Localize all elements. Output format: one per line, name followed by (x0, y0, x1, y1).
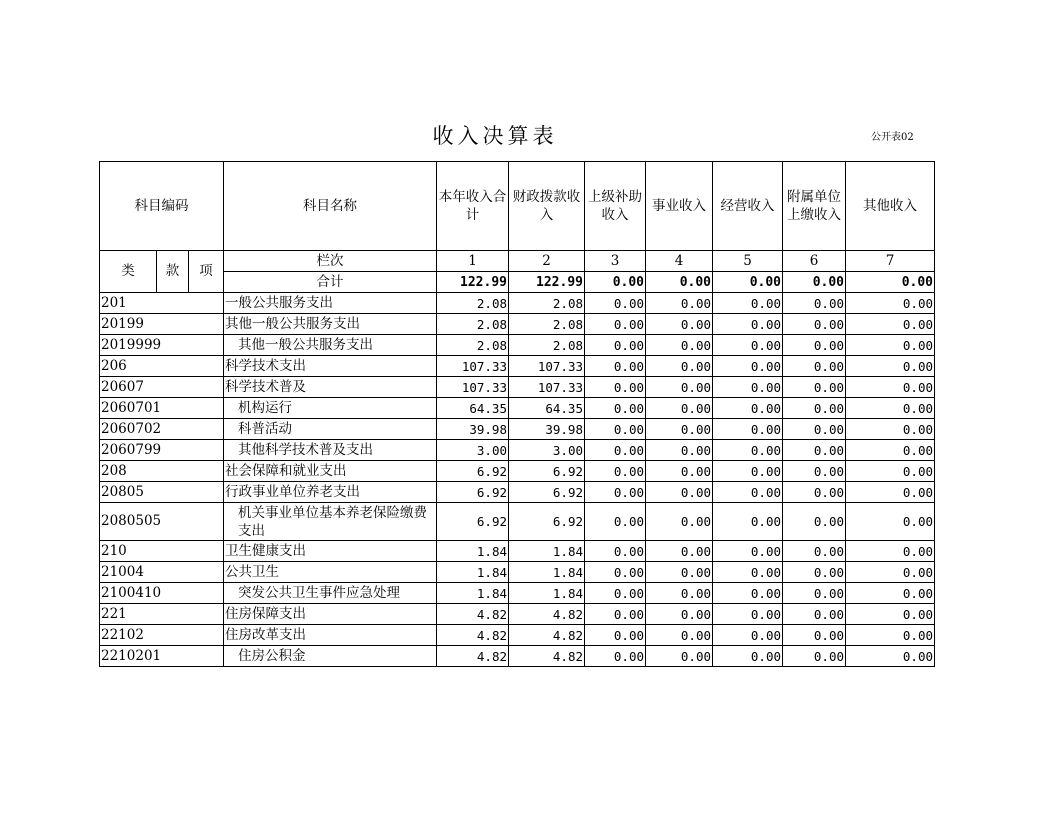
table-row (100, 562, 935, 583)
col-num-1: 1 (437, 251, 509, 272)
amount-cell-col-3: 0.00 (585, 503, 646, 541)
amount-cell-col-5: 0.00 (713, 646, 783, 667)
amount-cell-col-5: 0.00 (713, 625, 783, 646)
amount-cell-col-1: 107.33 (437, 356, 509, 377)
subject-name: 行政事业单位养老支出 (224, 482, 437, 503)
amount-cell-col-7: 0.00 (846, 541, 935, 562)
amount-cell-col-4: 0.00 (646, 398, 713, 419)
col-num-7: 7 (846, 251, 935, 272)
header-name: 科目名称 (224, 162, 437, 251)
header-col-6: 附属单位上缴收入 (783, 162, 846, 251)
amount-cell-col-5: 0.00 (713, 419, 783, 440)
amount-cell-col-4: 0.00 (646, 646, 713, 667)
amount-cell-col-5: 0.00 (713, 377, 783, 398)
amount-cell-col-7: 0.00 (846, 314, 935, 335)
amount-cell-col-7: 0.00 (846, 335, 935, 356)
amount-cell-col-6: 0.00 (783, 293, 846, 314)
subject-name: 住房改革支出 (224, 625, 437, 646)
amount-cell-col-2: 6.92 (509, 482, 585, 503)
table-row (100, 335, 935, 356)
table-tag: 公开表02 (871, 132, 914, 143)
amount-cell-col-1: 1.84 (437, 583, 509, 604)
subject-code: 20607 (100, 377, 224, 398)
amount-cell-col-5: 0.00 (713, 356, 783, 377)
amount-cell-col-1: 6.92 (437, 461, 509, 482)
amount-cell-col-1: 4.82 (437, 625, 509, 646)
col-num-3: 3 (585, 251, 646, 272)
amount-cell-col-5: 0.00 (713, 604, 783, 625)
amount-cell-col-6: 0.00 (783, 314, 846, 335)
table-row (100, 440, 935, 461)
amount-cell-col-1: 6.92 (437, 503, 509, 541)
amount-cell-col-6: 0.00 (783, 646, 846, 667)
total-value-4: 0.00 (646, 272, 713, 293)
col-num-4: 4 (646, 251, 713, 272)
table-row (100, 377, 935, 398)
subject-code: 2060799 (100, 440, 224, 461)
amount-cell-col-5: 0.00 (713, 461, 783, 482)
amount-cell-col-2: 107.33 (509, 377, 585, 398)
amount-cell-col-1: 2.08 (437, 293, 509, 314)
header-col-4: 事业收入 (646, 162, 713, 251)
amount-cell-col-6: 0.00 (783, 583, 846, 604)
amount-cell-col-3: 0.00 (585, 562, 646, 583)
amount-cell-col-1: 107.33 (437, 377, 509, 398)
amount-cell-col-4: 0.00 (646, 482, 713, 503)
amount-cell-col-4: 0.00 (646, 461, 713, 482)
col-num-6: 6 (783, 251, 846, 272)
amount-cell-col-7: 0.00 (846, 440, 935, 461)
amount-cell-col-7: 0.00 (846, 419, 935, 440)
header-col-7: 其他收入 (846, 162, 935, 251)
subject-code: 221 (100, 604, 224, 625)
amount-cell-col-7: 0.00 (846, 583, 935, 604)
amount-cell-col-5: 0.00 (713, 398, 783, 419)
amount-cell-col-3: 0.00 (585, 541, 646, 562)
subject-name: 机构运行 (224, 398, 437, 419)
subject-name: 一般公共服务支出 (224, 293, 437, 314)
amount-cell-col-7: 0.00 (846, 562, 935, 583)
subject-code: 2100410 (100, 583, 224, 604)
amount-cell-col-6: 0.00 (783, 625, 846, 646)
amount-cell-col-3: 0.00 (585, 419, 646, 440)
table-row (100, 398, 935, 419)
amount-cell-col-1: 2.08 (437, 335, 509, 356)
total-value-7: 0.00 (846, 272, 935, 293)
table-row (100, 625, 935, 646)
subject-code: 210 (100, 541, 224, 562)
amount-cell-col-3: 0.00 (585, 440, 646, 461)
table-row (100, 646, 935, 667)
subject-code: 2060702 (100, 419, 224, 440)
amount-cell-col-4: 0.00 (646, 419, 713, 440)
col-num-2: 2 (509, 251, 585, 272)
subject-code: 22102 (100, 625, 224, 646)
amount-cell-col-2: 4.82 (509, 604, 585, 625)
amount-cell-col-2: 1.84 (509, 541, 585, 562)
subject-name: 其他一般公共服务支出 (224, 314, 437, 335)
subject-name: 卫生健康支出 (224, 541, 437, 562)
amount-cell-col-4: 0.00 (646, 562, 713, 583)
table-row (100, 293, 935, 314)
table-row (100, 461, 935, 482)
amount-cell-col-4: 0.00 (646, 293, 713, 314)
amount-cell-col-2: 2.08 (509, 293, 585, 314)
header-col-2: 财政拨款收入 (509, 162, 585, 251)
amount-cell-col-6: 0.00 (783, 461, 846, 482)
amount-cell-col-3: 0.00 (585, 583, 646, 604)
amount-cell-col-2: 2.08 (509, 314, 585, 335)
amount-cell-col-6: 0.00 (783, 335, 846, 356)
amount-cell-col-1: 1.84 (437, 562, 509, 583)
table-row (100, 583, 935, 604)
amount-cell-col-3: 0.00 (585, 604, 646, 625)
amount-cell-col-7: 0.00 (846, 356, 935, 377)
header-col-1: 本年收入合计 (437, 162, 509, 251)
subject-code: 206 (100, 356, 224, 377)
amount-cell-col-7: 0.00 (846, 482, 935, 503)
amount-cell-col-5: 0.00 (713, 440, 783, 461)
amount-cell-col-4: 0.00 (646, 440, 713, 461)
amount-cell-col-4: 0.00 (646, 503, 713, 541)
amount-cell-col-7: 0.00 (846, 461, 935, 482)
amount-cell-col-7: 0.00 (846, 646, 935, 667)
amount-cell-col-4: 0.00 (646, 541, 713, 562)
total-row (100, 272, 935, 293)
amount-cell-col-5: 0.00 (713, 293, 783, 314)
header-code: 科目编码 (100, 162, 224, 251)
subject-code: 2019999 (100, 335, 224, 356)
amount-cell-col-4: 0.00 (646, 335, 713, 356)
amount-cell-col-7: 0.00 (846, 293, 935, 314)
subject-name: 其他一般公共服务支出 (224, 335, 437, 356)
amount-cell-col-3: 0.00 (585, 482, 646, 503)
lanci-row (100, 251, 935, 272)
amount-cell-col-6: 0.00 (783, 541, 846, 562)
subject-code: 20805 (100, 482, 224, 503)
page-title: 收入决算表 (432, 124, 558, 148)
amount-cell-col-1: 6.92 (437, 482, 509, 503)
amount-cell-col-2: 64.35 (509, 398, 585, 419)
income-table (99, 161, 935, 667)
subject-name: 科普活动 (224, 419, 437, 440)
total-value-5: 0.00 (713, 272, 783, 293)
table-row (100, 541, 935, 562)
amount-cell-col-6: 0.00 (783, 482, 846, 503)
amount-cell-col-2: 4.82 (509, 625, 585, 646)
total-value-2: 122.99 (509, 272, 585, 293)
amount-cell-col-2: 3.00 (509, 440, 585, 461)
subject-code: 2080505 (100, 503, 224, 541)
table-row (100, 503, 935, 541)
amount-cell-col-5: 0.00 (713, 541, 783, 562)
subject-code: 21004 (100, 562, 224, 583)
amount-cell-col-3: 0.00 (585, 335, 646, 356)
amount-cell-col-6: 0.00 (783, 503, 846, 541)
header-kuan: 款 (157, 251, 189, 293)
amount-cell-col-2: 1.84 (509, 562, 585, 583)
amount-cell-col-6: 0.00 (783, 398, 846, 419)
amount-cell-col-2: 2.08 (509, 335, 585, 356)
subject-code: 20199 (100, 314, 224, 335)
amount-cell-col-3: 0.00 (585, 293, 646, 314)
subject-code: 2210201 (100, 646, 224, 667)
amount-cell-col-4: 0.00 (646, 314, 713, 335)
amount-cell-col-6: 0.00 (783, 604, 846, 625)
amount-cell-col-3: 0.00 (585, 646, 646, 667)
amount-cell-col-3: 0.00 (585, 625, 646, 646)
amount-cell-col-4: 0.00 (646, 625, 713, 646)
amount-cell-col-7: 0.00 (846, 625, 935, 646)
amount-cell-col-7: 0.00 (846, 377, 935, 398)
amount-cell-col-2: 39.98 (509, 419, 585, 440)
header-col-5: 经营收入 (713, 162, 783, 251)
header-xiang: 项 (189, 251, 224, 293)
subject-name: 科学技术支出 (224, 356, 437, 377)
subject-name: 科学技术普及 (224, 377, 437, 398)
table-row (100, 604, 935, 625)
amount-cell-col-2: 107.33 (509, 356, 585, 377)
subject-code: 201 (100, 293, 224, 314)
header-row (100, 162, 935, 251)
amount-cell-col-5: 0.00 (713, 503, 783, 541)
amount-cell-col-2: 4.82 (509, 646, 585, 667)
subject-name: 住房公积金 (224, 646, 437, 667)
amount-cell-col-1: 2.08 (437, 314, 509, 335)
amount-cell-col-3: 0.00 (585, 356, 646, 377)
col-num-5: 5 (713, 251, 783, 272)
amount-cell-col-2: 6.92 (509, 503, 585, 541)
header-lei: 类 (100, 251, 157, 293)
amount-cell-col-7: 0.00 (846, 604, 935, 625)
amount-cell-col-5: 0.00 (713, 482, 783, 503)
amount-cell-col-6: 0.00 (783, 419, 846, 440)
subject-code: 208 (100, 461, 224, 482)
total-label: 合计 (224, 272, 437, 293)
table-row (100, 419, 935, 440)
amount-cell-col-2: 1.84 (509, 583, 585, 604)
amount-cell-col-5: 0.00 (713, 335, 783, 356)
amount-cell-col-6: 0.00 (783, 440, 846, 461)
amount-cell-col-6: 0.00 (783, 377, 846, 398)
amount-cell-col-5: 0.00 (713, 562, 783, 583)
amount-cell-col-3: 0.00 (585, 377, 646, 398)
amount-cell-col-2: 6.92 (509, 461, 585, 482)
amount-cell-col-7: 0.00 (846, 398, 935, 419)
amount-cell-col-1: 64.35 (437, 398, 509, 419)
amount-cell-col-6: 0.00 (783, 356, 846, 377)
amount-cell-col-1: 4.82 (437, 646, 509, 667)
amount-cell-col-3: 0.00 (585, 398, 646, 419)
header-lanci: 栏次 (224, 251, 437, 272)
header-col-3: 上级补助收入 (585, 162, 646, 251)
table-row (100, 314, 935, 335)
subject-name: 突发公共卫生事件应急处理 (224, 583, 437, 604)
amount-cell-col-4: 0.00 (646, 583, 713, 604)
subject-name: 住房保障支出 (224, 604, 437, 625)
amount-cell-col-1: 39.98 (437, 419, 509, 440)
amount-cell-col-1: 1.84 (437, 541, 509, 562)
table-row (100, 482, 935, 503)
amount-cell-col-1: 4.82 (437, 604, 509, 625)
subject-name: 机关事业单位基本养老保险缴费支出 (224, 503, 437, 541)
amount-cell-col-5: 0.00 (713, 583, 783, 604)
subject-code: 2060701 (100, 398, 224, 419)
amount-cell-col-4: 0.00 (646, 377, 713, 398)
amount-cell-col-3: 0.00 (585, 314, 646, 335)
amount-cell-col-7: 0.00 (846, 503, 935, 541)
amount-cell-col-4: 0.00 (646, 604, 713, 625)
table-row (100, 356, 935, 377)
amount-cell-col-6: 0.00 (783, 562, 846, 583)
subject-name: 其他科学技术普及支出 (224, 440, 437, 461)
subject-name: 社会保障和就业支出 (224, 461, 437, 482)
total-value-6: 0.00 (783, 272, 846, 293)
total-value-3: 0.00 (585, 272, 646, 293)
subject-name: 公共卫生 (224, 562, 437, 583)
amount-cell-col-3: 0.00 (585, 461, 646, 482)
total-value-1: 122.99 (437, 272, 509, 293)
amount-cell-col-1: 3.00 (437, 440, 509, 461)
amount-cell-col-4: 0.00 (646, 356, 713, 377)
amount-cell-col-5: 0.00 (713, 314, 783, 335)
